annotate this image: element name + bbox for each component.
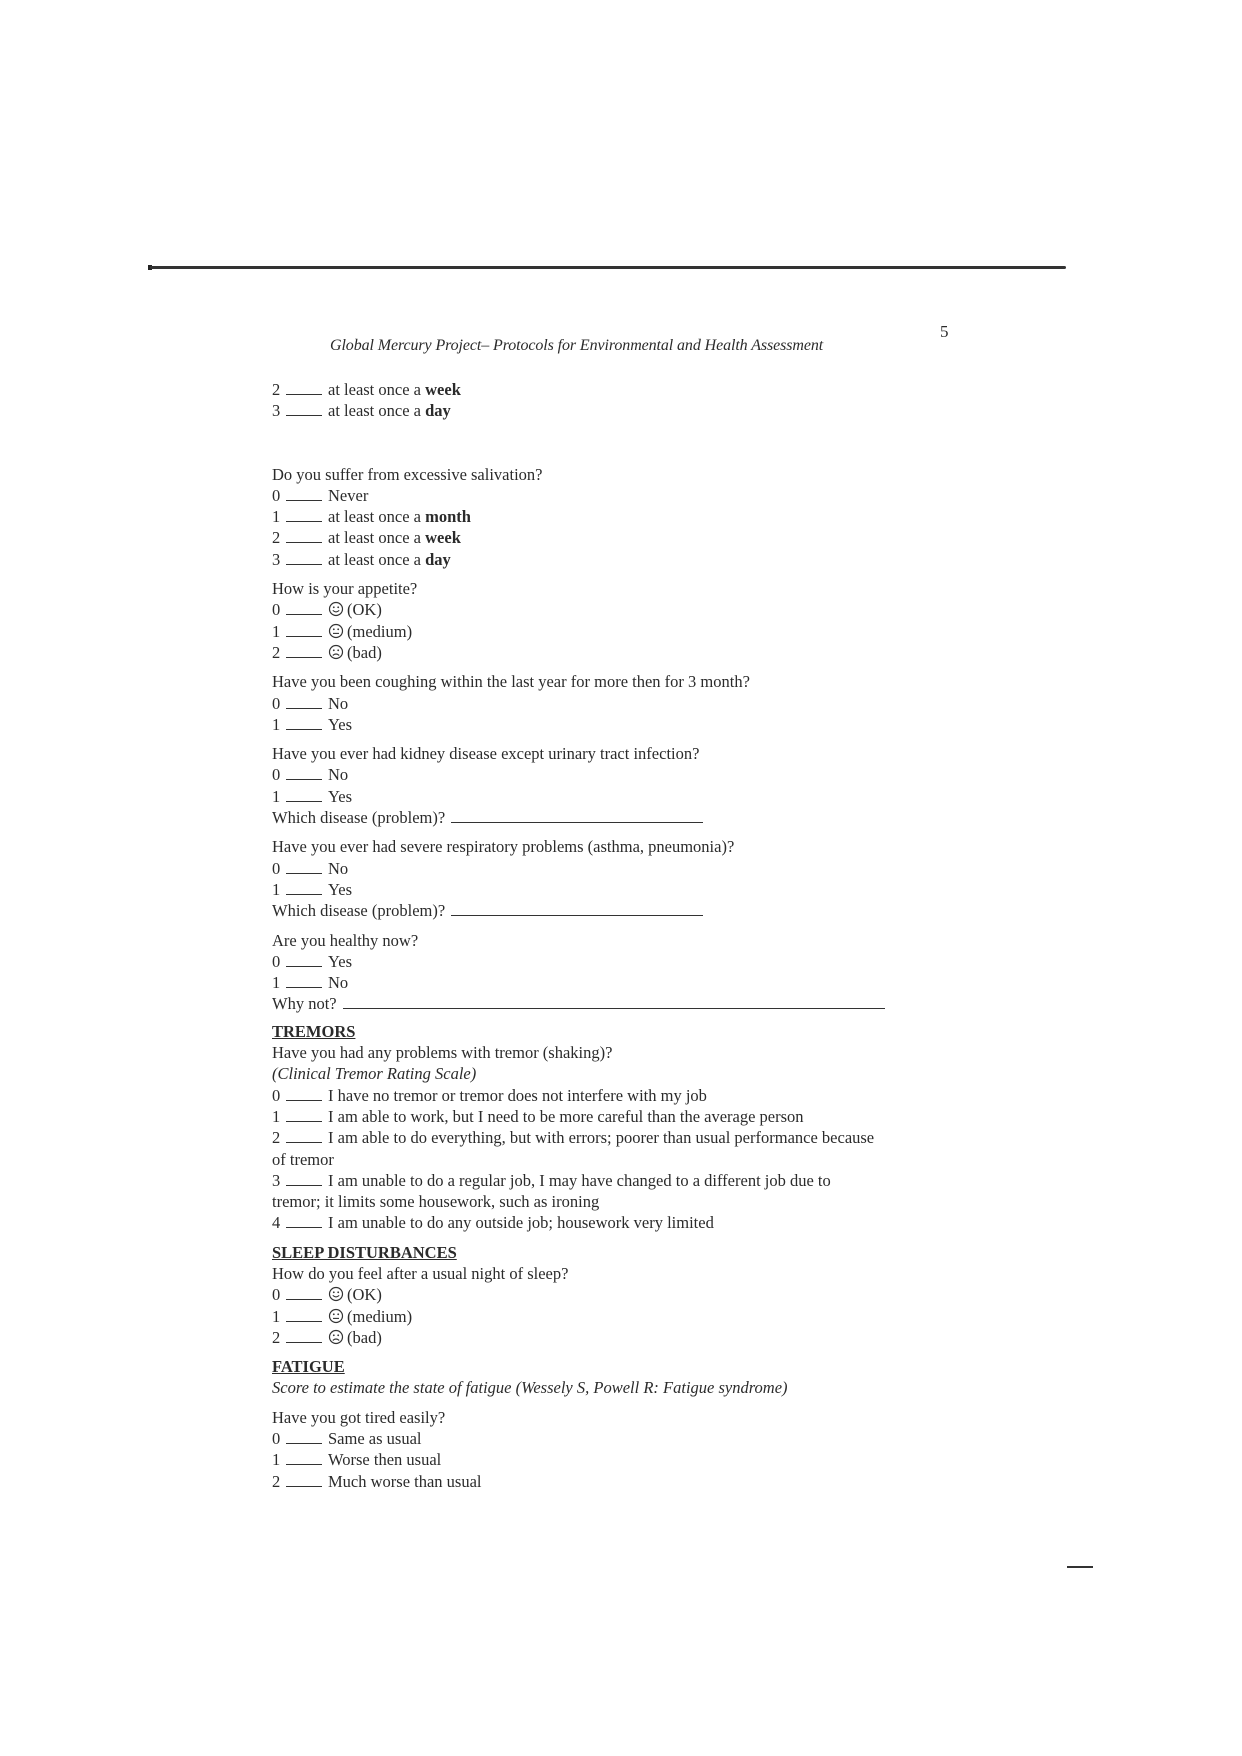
answer-blank[interactable]	[286, 765, 322, 780]
option-row: 4 I am unable to do any outside job; housework very limited	[272, 1213, 714, 1233]
option-row: 1 at least once a month	[272, 507, 471, 527]
answer-blank[interactable]	[286, 973, 322, 988]
option-row: 3 at least once a day	[272, 549, 451, 569]
answer-blank[interactable]	[286, 1213, 322, 1228]
header-rule	[150, 266, 1066, 269]
option-row: 2 (bad)	[272, 642, 382, 662]
option-row: 0 No	[272, 765, 349, 785]
question-text: Have you had any problems with tremor (shaking)?	[272, 1043, 613, 1063]
smile-face-icon	[328, 601, 344, 617]
why-not-answer-line[interactable]	[343, 994, 885, 1009]
neutral-face-icon	[328, 623, 344, 639]
coughing-question	[272, 671, 972, 735]
question-text: How do you feel after a usual night of sleep?	[272, 1263, 569, 1283]
option-row: 0 Same as usual	[272, 1429, 422, 1449]
answer-blank[interactable]	[286, 1107, 322, 1122]
option-row: 1 (medium)	[272, 1306, 413, 1326]
fatigue-section	[272, 1356, 972, 1492]
answer-blank[interactable]	[286, 1472, 322, 1487]
answer-blank[interactable]	[286, 880, 322, 895]
respiratory-question	[272, 836, 972, 921]
sleep-section	[272, 1242, 972, 1348]
sad-face-icon	[328, 644, 344, 660]
question-text: Have you ever had severe respiratory problems (asthma, pneumonia)?	[272, 837, 735, 857]
page-number: 5	[940, 322, 949, 341]
option-row: 0 Yes	[272, 951, 353, 971]
question-text: Are you healthy now?	[272, 930, 419, 950]
fatigue-score-note: Score to estimate the state of fatigue (Wessely S, Powell R: Fatigue syndrome)	[272, 1378, 788, 1398]
section-title: SLEEP DISTURBANCES	[272, 1242, 457, 1262]
option-row: 1 No	[272, 973, 349, 993]
healthy-question	[272, 930, 972, 1015]
answer-blank[interactable]	[286, 486, 322, 501]
question-text: How is your appetite?	[272, 579, 418, 599]
followup-row: Which disease (problem)?	[272, 900, 972, 921]
option-row: 1 Worse then usual	[272, 1450, 442, 1470]
answer-blank[interactable]	[286, 1171, 322, 1186]
answer-blank[interactable]	[286, 1285, 322, 1300]
option-row: 2 Much worse than usual	[272, 1471, 482, 1491]
option-row: 1 (medium)	[272, 621, 413, 641]
answer-blank[interactable]	[286, 550, 322, 565]
sad-face-icon	[328, 1329, 344, 1345]
answer-blank[interactable]	[286, 859, 322, 874]
answer-blank[interactable]	[286, 401, 322, 416]
option-row: 0 (OK)	[272, 600, 382, 620]
questionnaire	[272, 379, 972, 1492]
disease-answer-line[interactable]	[451, 808, 703, 823]
salivation-question	[272, 464, 972, 570]
margin-mark	[1067, 1566, 1093, 1568]
option-row: 1 Yes	[272, 714, 353, 734]
smile-face-icon	[328, 1286, 344, 1302]
appetite-question	[272, 578, 972, 663]
question-text: Have you ever had kidney disease except urinary tract infection?	[272, 744, 700, 764]
section-title: TREMORS	[272, 1021, 356, 1041]
section-title: FATIGUE	[272, 1357, 345, 1377]
followup-row: Which disease (problem)?	[272, 807, 972, 828]
answer-blank[interactable]	[286, 528, 322, 543]
option-row: 1 Yes	[272, 786, 353, 806]
answer-blank[interactable]	[286, 600, 322, 615]
continued-options	[272, 379, 972, 422]
answer-blank[interactable]	[286, 1307, 322, 1322]
option-row: 0 No	[272, 858, 349, 878]
answer-blank[interactable]	[286, 952, 322, 967]
question-text: Do you suffer from excessive salivation?	[272, 464, 543, 484]
option-row: 2 at least once a week	[272, 380, 461, 399]
answer-blank[interactable]	[286, 715, 322, 730]
answer-blank[interactable]	[286, 507, 322, 522]
option-row: 2 at least once a week	[272, 528, 461, 548]
question-text: Have you been coughing within the last year for more then for 3 month?	[272, 672, 750, 692]
option-row: 1 I am able to work, but I need to be more careful than the average person	[272, 1106, 804, 1126]
answer-blank[interactable]	[286, 643, 322, 658]
tremors-section	[272, 1021, 972, 1234]
option-row: 0 No	[272, 693, 349, 713]
question-text: Have you got tired easily?	[272, 1407, 446, 1427]
option-row: 0 I have no tremor or tremor does not interfere with my job	[272, 1085, 707, 1105]
kidney-question	[272, 743, 972, 828]
disease-answer-line[interactable]	[451, 901, 703, 916]
answer-blank[interactable]	[286, 1086, 322, 1101]
option-row: 3 at least once a day	[272, 401, 451, 421]
running-header: Global Mercury Project– Protocols for Environmental and Health Assessment	[330, 337, 824, 354]
neutral-face-icon	[328, 1308, 344, 1324]
option-row: 0 Never	[272, 485, 369, 505]
option-continuation: tremor; it limits some housework, such as ironing	[272, 1192, 600, 1212]
option-row: 2 (bad)	[272, 1327, 382, 1347]
followup-row: Why not?	[272, 993, 972, 1014]
scale-name: (Clinical Tremor Rating Scale)	[272, 1064, 477, 1084]
answer-blank[interactable]	[286, 380, 322, 395]
option-row: 3 I am unable to do a regular job, I may have changed to a different job due to	[272, 1170, 831, 1190]
answer-blank[interactable]	[286, 622, 322, 637]
option-continuation: of tremor	[272, 1149, 334, 1169]
answer-blank[interactable]	[286, 1450, 322, 1465]
option-row: 2 I am able to do everything, but with errors; poorer than usual performance because	[272, 1128, 875, 1148]
option-row: 1 Yes	[272, 879, 353, 899]
answer-blank[interactable]	[286, 1328, 322, 1343]
answer-blank[interactable]	[286, 694, 322, 709]
option-row: 0 (OK)	[272, 1285, 382, 1305]
answer-blank[interactable]	[286, 1128, 322, 1143]
answer-blank[interactable]	[286, 1429, 322, 1444]
answer-blank[interactable]	[286, 787, 322, 802]
